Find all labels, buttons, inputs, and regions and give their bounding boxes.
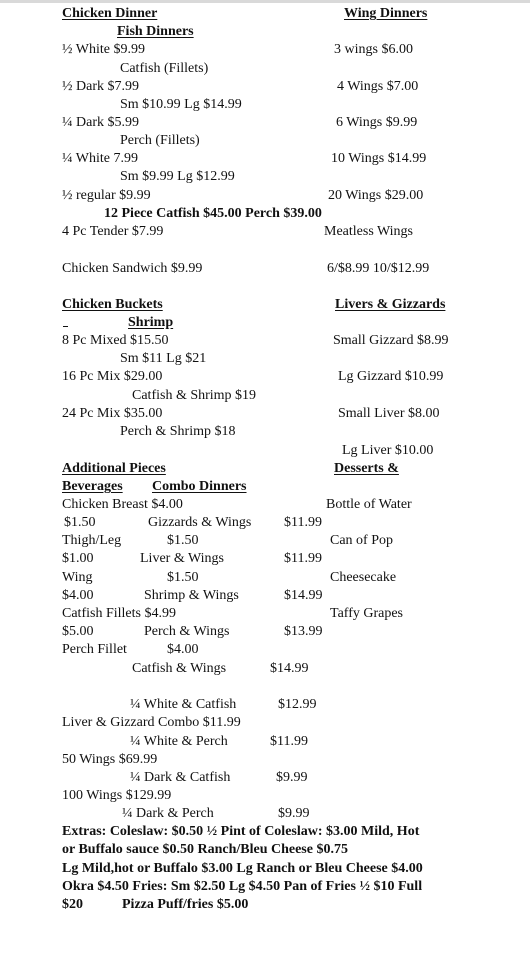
desserts-heading: Desserts & xyxy=(334,461,399,476)
menu-item-wing-piece: Wing xyxy=(62,570,93,585)
menu-item-small-liver: Small Liver $8.00 xyxy=(338,406,440,421)
price-text: $11.99 xyxy=(284,515,322,530)
menu-item-catfish-wings: Catfish & Wings xyxy=(132,661,227,676)
menu-item-pizza-puff: Pizza Puff/fries $5.00 xyxy=(122,897,249,912)
menu-item-thigh-leg: Thigh/Leg xyxy=(62,533,122,548)
menu-item-regular-half: ½ regular $9.99 xyxy=(62,188,151,203)
menu-item-perch-shrimp: Perch & Shrimp $18 xyxy=(120,424,236,439)
menu-item-perch-fillets: Perch (Fillets) xyxy=(120,133,200,148)
price-text: $13.99 xyxy=(284,624,323,639)
beverages-heading: Beverages xyxy=(62,479,123,494)
price-text: $11.99 xyxy=(284,551,322,566)
menu-item-can-pop: Can of Pop xyxy=(330,533,393,548)
menu-item-dark-half: ½ Dark $7.99 xyxy=(62,79,139,94)
menu-item-liver-wings: Liver & Wings xyxy=(140,551,224,566)
wing-dinners-heading: Wing Dinners xyxy=(344,6,428,21)
extras-line: Okra $4.50 Fries: Sm $2.50 Lg $4.50 Pan of Fries ½ $10 Full xyxy=(62,879,423,894)
extras-line: Lg Mild,hot or Buffalo $3.00 Lg Ranch or Bleu Cheese $4.00 xyxy=(62,861,423,876)
price-text: $5.00 xyxy=(62,624,94,639)
additional-pieces-heading: Additional Pieces xyxy=(62,461,166,476)
menu-item-perch-fillet: Perch Fillet xyxy=(62,642,127,657)
price-text: $14.99 xyxy=(270,661,309,676)
fish-dinners-heading: Fish Dinners xyxy=(117,24,194,39)
price-text: $11.99 xyxy=(270,734,308,749)
price-text: $1.50 xyxy=(167,570,199,585)
menu-item-taffy-grapes: Taffy Grapes xyxy=(330,606,404,621)
combo-dinners-heading: Combo Dinners xyxy=(152,479,247,494)
price-text: $9.99 xyxy=(278,806,310,821)
meatless-wings-label: Meatless Wings xyxy=(324,224,414,239)
price-text: $1.50 xyxy=(64,515,96,530)
chicken-buckets-heading: Chicken Buckets xyxy=(62,297,163,312)
perch-size-prices: Sm $9.99 Lg $12.99 xyxy=(120,169,235,184)
menu-item-white-quarter: ¼ White 7.99 xyxy=(62,151,138,166)
price-text: $12.99 xyxy=(278,697,317,712)
shrimp-size-prices: Sm $11 Lg $21 xyxy=(120,351,207,366)
menu-item-wings-4: 4 Wings $7.00 xyxy=(337,79,419,94)
extras-line: or Buffalo sauce $0.50 Ranch/Bleu Cheese $0.75 xyxy=(62,842,348,857)
livers-gizzards-heading: Livers & Gizzards xyxy=(335,297,446,312)
price-text: $1.00 xyxy=(62,551,94,566)
menu-item-white-catfish: ¼ White & Catfish xyxy=(130,697,237,712)
menu-item-chicken-breast: Chicken Breast $4.00 xyxy=(62,497,183,512)
menu-item-wings-10: 10 Wings $14.99 xyxy=(331,151,427,166)
extras-line: Extras: Coleslaw: $0.50 ½ Pint of Coleslaw: $3.00 Mild, Hot xyxy=(62,824,420,839)
menu-item-bottle-water: Bottle of Water xyxy=(326,497,412,512)
menu-item-lg-liver: Lg Liver $10.00 xyxy=(342,443,434,458)
menu-item-cheesecake: Cheesecake xyxy=(330,570,397,585)
dash-mark xyxy=(63,326,68,327)
menu-item-dark-perch: ¼ Dark & Perch xyxy=(122,806,214,821)
menu-item-wings-20: 20 Wings $29.00 xyxy=(328,188,424,203)
menu-item-mix-16: 16 Pc Mix $29.00 xyxy=(62,369,163,384)
menu-item-mix-24: 24 Pc Mix $35.00 xyxy=(62,406,163,421)
menu-item-small-gizzard: Small Gizzard $8.99 xyxy=(333,333,449,348)
menu-item-dark-catfish: ¼ Dark & Catfish xyxy=(130,770,231,785)
price-text: $1.50 xyxy=(167,533,199,548)
twelve-piece-special: 12 Piece Catfish $45.00 Perch $39.00 xyxy=(104,206,322,221)
menu-item-shrimp-wings: Shrimp & Wings xyxy=(144,588,239,603)
top-edge-divider xyxy=(0,0,530,3)
menu-item-wings-50: 50 Wings $69.99 xyxy=(62,752,158,767)
menu-item-catfish-fillets: Catfish (Fillets) xyxy=(120,61,209,76)
chicken-dinner-heading: Chicken Dinner xyxy=(62,6,158,21)
menu-item-white-perch: ¼ White & Perch xyxy=(130,734,228,749)
price-text: $4.00 xyxy=(62,588,94,603)
menu-item-catfish-fillets-piece: Catfish Fillets $4.99 xyxy=(62,606,176,621)
menu-item-catfish-shrimp: Catfish & Shrimp $19 xyxy=(132,388,257,403)
menu-item-liver-gizzard-combo: Liver & Gizzard Combo $11.99 xyxy=(62,715,241,730)
menu-item-dark-quarter: ¼ Dark $5.99 xyxy=(62,115,139,130)
menu-item-white-half: ½ White $9.99 xyxy=(62,42,145,57)
price-text: $14.99 xyxy=(284,588,323,603)
meatless-wings-prices: 6/$8.99 10/$12.99 xyxy=(327,261,430,276)
menu-item-wings-100: 100 Wings $129.99 xyxy=(62,788,172,803)
price-text: $9.99 xyxy=(276,770,308,785)
menu-item-chicken-sandwich: Chicken Sandwich $9.99 xyxy=(62,261,203,276)
menu-item-wings-3: 3 wings $6.00 xyxy=(334,42,413,57)
menu-item-perch-wings: Perch & Wings xyxy=(144,624,230,639)
menu-item-mixed-8: 8 Pc Mixed $15.50 xyxy=(62,333,169,348)
menu-item-wings-6: 6 Wings $9.99 xyxy=(336,115,418,130)
shrimp-heading: Shrimp xyxy=(128,315,174,330)
price-text: $4.00 xyxy=(167,642,199,657)
menu-item-tender: 4 Pc Tender $7.99 xyxy=(62,224,164,239)
menu-item-gizzards-wings: Gizzards & Wings xyxy=(148,515,252,530)
extras-line-price: $20 xyxy=(62,897,83,912)
menu-item-lg-gizzard: Lg Gizzard $10.99 xyxy=(338,369,444,384)
catfish-size-prices: Sm $10.99 Lg $14.99 xyxy=(120,97,242,112)
